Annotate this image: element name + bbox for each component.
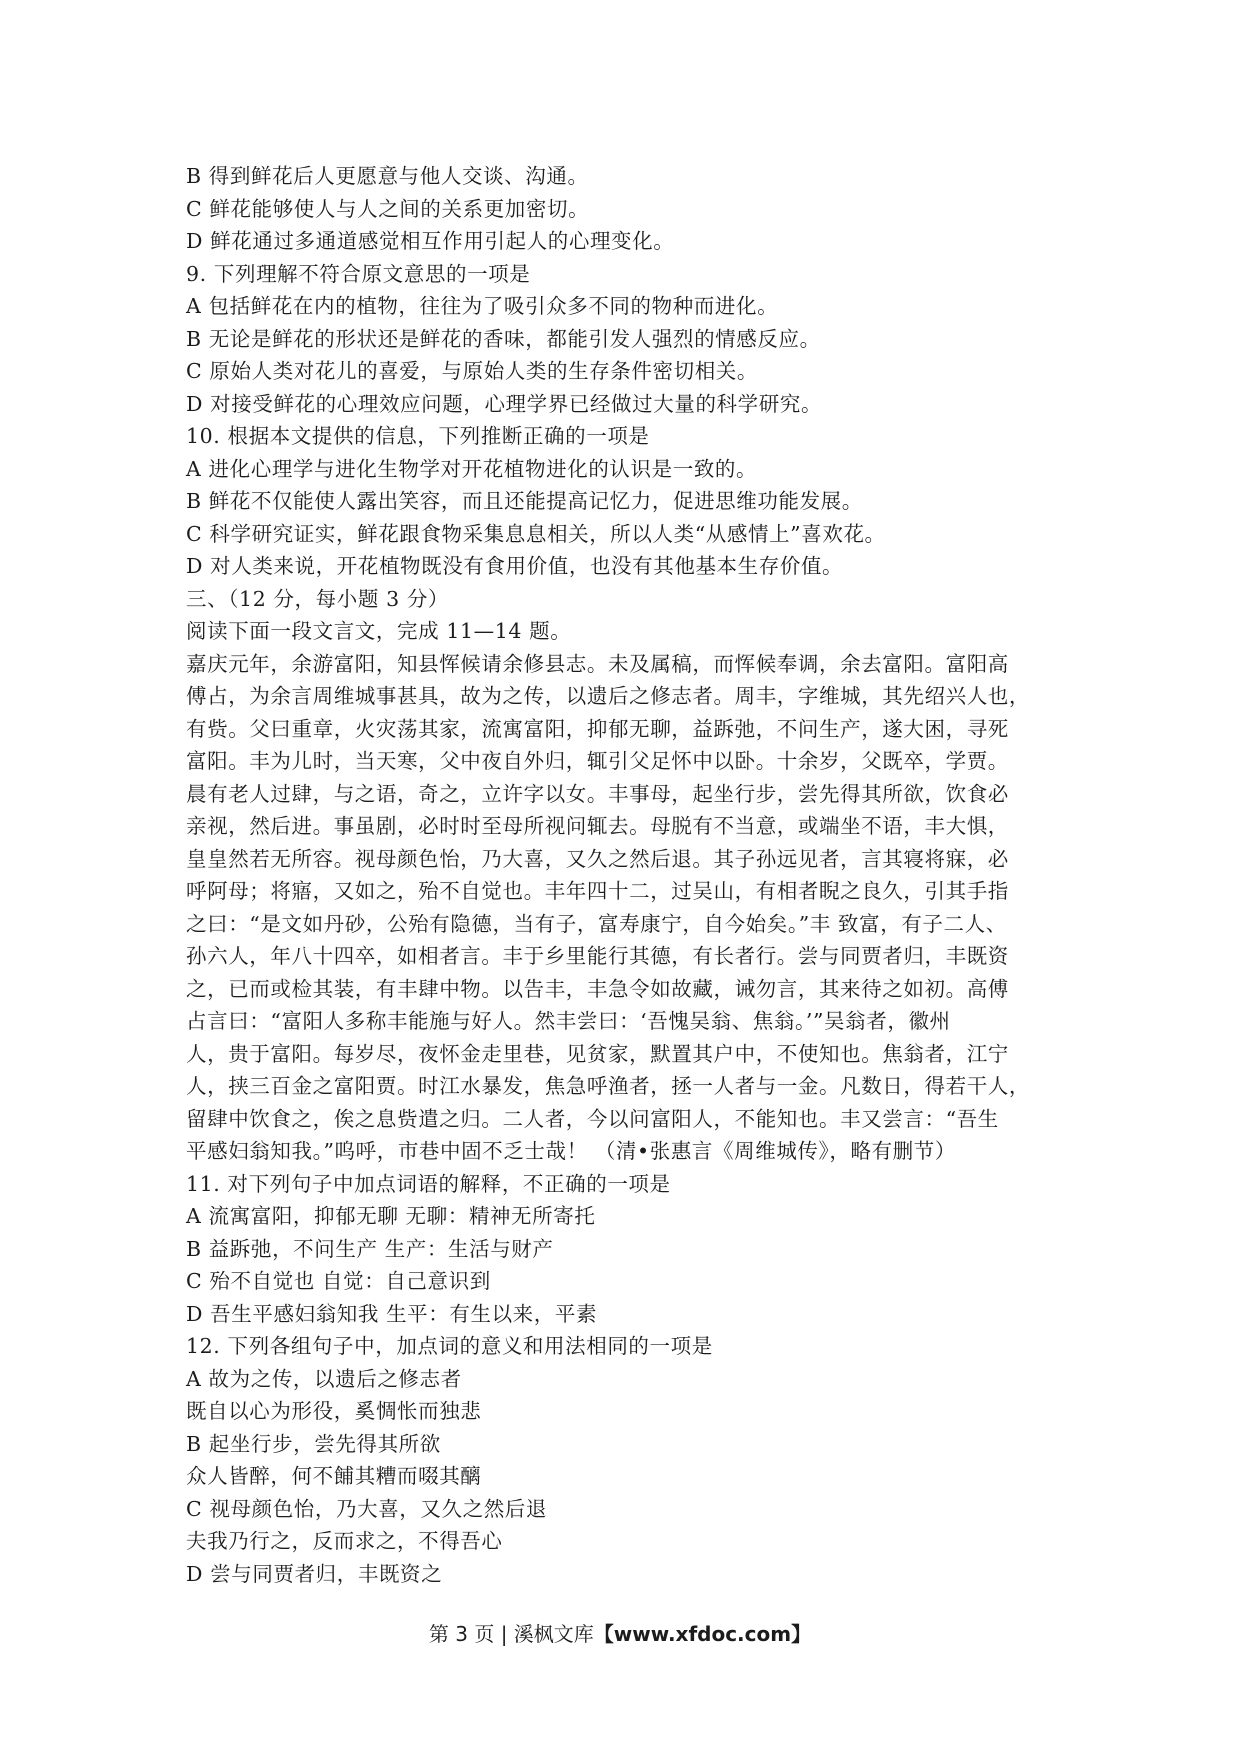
text-line: 既自以心为形役，奚惆怅而独悲 [186,1399,482,1423]
text-line: 12. 下列各组句子中，加点词的意义和用法相同的一项是 [186,1334,713,1358]
text-line: A 流寓富阳，抑郁无聊 无聊：精神无所寄托 [186,1204,596,1228]
text-line: 平感妇翁知我。”呜呼，市巷中固不乏士哉！ （清•张惠言《周维城传》，略有删节） [186,1139,956,1163]
footer-separator: | [494,1622,514,1646]
library-name: 溪枫文库 [513,1622,594,1646]
text-line: D 对人类来说，开花植物既没有食用价值，也没有其他基本生存价值。 [186,554,844,578]
text-line: 晨有老人过肆，与之语，奇之，立许字以女。丰事母，起坐行步，尝先得其所欲，饮食必 [186,781,1009,806]
text-line: B 得到鲜花后人更愿意与他人交谈、沟通。 [186,164,589,188]
text-line: 嘉庆元年，余游富阳，知县恽候请余修县志。未及属稿，而恽候奉调，余去富阳。富阳高 [186,651,1009,676]
text-line: 呼阿母；将寤，又如之，殆不自觉也。丰年四十二，过吴山，有相者睨之良久，引其手指 [186,879,1009,903]
text-line: 傅占，为余言周维城事甚具，故为之传，以遗后之修志者。周丰，字维城，其先绍兴人也， [186,684,1030,708]
text-line: A 包括鲜花在内的植物，往往为了吸引众多不同的物种而进化。 [186,294,779,318]
text-line: C 殆不自觉也 自觉：自己意识到 [186,1269,491,1293]
text-line: A 进化心理学与进化生物学对开花植物进化的认识是一致的。 [186,456,758,481]
text-line: 众人皆醉，何不餔其糟而啜其醨 [186,1464,482,1488]
text-line: 人，贵于富阳。每岁尽，夜怀金走里巷，见贫家，默置其户中，不使知也。焦翁者，江宁 [186,1041,1009,1066]
text-line: 富阳。丰为儿时，当天寒，父中夜自外归，辄引父足怀中以卧。十余岁，父既卒，学贾。 [186,749,1009,773]
text-line: D 吾生平感妇翁知我 生平：有生以来，平素 [186,1301,598,1326]
text-line: 阅读下面一段文言文，完成 11—14 题。 [186,619,572,643]
text-line: 占言曰：“富阳人多称丰能施与好人。然丰尝曰：‘吾愧吴翁、焦翁。’”吴翁者，徽州 [186,1009,951,1033]
text-line: B 无论是鲜花的形状还是鲜花的香味，都能引发人强烈的情感反应。 [186,326,821,351]
text-line: C 科学研究证实，鲜花跟食物采集息息相关，所以人类“从感情上”喜欢花。 [186,521,886,546]
text-line: 留肆中饮食之，俟之息赀遣之归。二人者，今以问富阳人，不能知也。丰又尝言：“吾生 [186,1106,999,1131]
page-number: 第 3 页 [428,1622,495,1646]
page-footer [0,1618,1240,1647]
text-line: C 视母颜色怡，乃大喜，又久之然后退 [186,1496,548,1521]
text-line: D 鲜花通过多通道感觉相互作用引起人的心理变化。 [186,229,675,253]
text-line: D 尝与同贾者归，丰既资之 [186,1561,443,1586]
text-line: 有赀。父曰重章，火灾荡其家，流寓富阳，抑郁无聊，益跅弛，不问生产，遂大困，寻死 [186,716,1009,741]
text-line: A 故为之传，以遗后之修志者 [186,1366,462,1391]
text-line: 11. 对下列句子中加点词语的解释，不正确的一项是 [186,1171,671,1196]
text-line: 10. 根据本文提供的信息，下列推断正确的一项是 [186,424,650,448]
text-line: D 对接受鲜花的心理效应问题，心理学界已经做过大量的科学研究。 [186,391,823,416]
text-line: 夫我乃行之，反而求之，不得吾心 [186,1529,503,1553]
text-line: 孙六人，年八十四卒，如相者言。丰于乡里能行其德，有长者行。尝与同贾者归，丰既资 [186,944,1009,968]
text-line: B 益跅弛，不问生产 生产：生活与财产 [186,1236,554,1261]
text-line: 人，挟三百金之富阳贾。时江水暴发，焦急呼渔者，拯一人者与一金。凡数日，得若干人， [186,1074,1030,1098]
text-line: C 原始人类对花儿的喜爱，与原始人类的生存条件密切相关。 [186,359,758,383]
text-line: 之曰：“是文如丹砂，公殆有隐德，当有子，富寿康宁，自今始矣。”丰 致富，有子二人、 [186,911,1007,936]
text-line: 三、（12 分，每小题 3 分） [186,586,450,611]
text-line: 之，已而或检其装，有丰肆中物。以告丰，丰急令如故藏，诫勿言，其来待之如初。高傅 [186,976,1009,1001]
text-line: B 起坐行步，尝先得其所欲 [186,1431,441,1456]
text-line: 亲视，然后进。事虽剧，必时时至母所视问辄去。母脱有不当意，或端坐不语，丰大惧， [186,814,1009,838]
text-line: C 鲜花能够使人与人之间的关系更加密切。 [186,196,590,221]
text-line: 9. 下列理解不符合原文意思的一项是 [186,261,531,286]
text-line: B 鲜花不仅能使人露出笑容，而且还能提高记忆力，促进思维功能发展。 [186,489,863,513]
document-body [186,160,1066,1590]
text-line: 皇皇然若无所容。视母颜色怡，乃大喜，又久之然后退。其子孙远见者，言其寝将寐，必 [186,846,1009,871]
site-url[interactable]: 【www.xfdoc.com】 [593,1622,812,1646]
